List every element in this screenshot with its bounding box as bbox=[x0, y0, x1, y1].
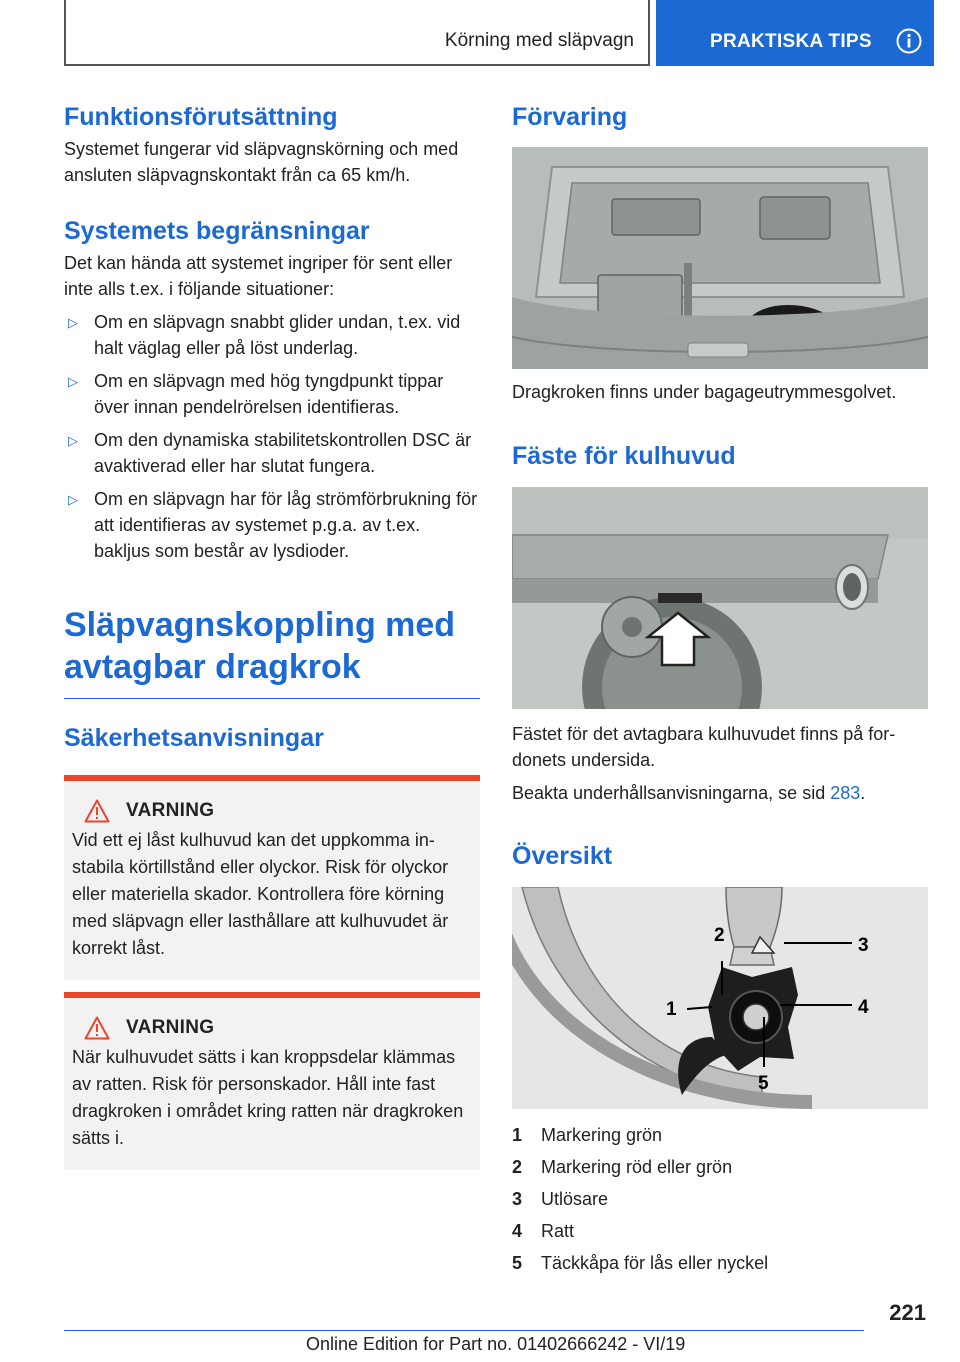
warning-triangle-icon bbox=[84, 1016, 110, 1040]
list-item: ▷ Om en släpvagn har för låg strömförbrukning för att identifieras av systemet p.g.a. av t.ex. bakljus som består av lysdioder. bbox=[68, 489, 478, 561]
tow-hitch-overview-diagram bbox=[512, 887, 928, 1109]
heading-mount: Fäste för kulhuvud bbox=[512, 442, 736, 470]
right-column bbox=[512, 100, 928, 1279]
heading-tow-hitch: Släpvagnskoppling med avtagbar dragkrok bbox=[64, 604, 480, 699]
callout-2: 2 bbox=[714, 925, 725, 946]
underbody-mount-image bbox=[512, 487, 928, 709]
callout-3: 3 bbox=[858, 935, 869, 956]
page-number: 221 bbox=[889, 1300, 926, 1325]
left-column bbox=[64, 100, 480, 1170]
heading-overview: Översikt bbox=[512, 842, 613, 870]
function-requirement-text: Systemet fungerar vid släpvagnskörning och med ansluten släpvagnskontakt från ca 65 km/h. bbox=[64, 139, 459, 185]
system-limits-text: Det kan hända att systemet ingriper för sent eller inte alls t.ex. i följande situationer: bbox=[64, 253, 453, 299]
header-section-title: Körning med släpvagn bbox=[444, 30, 634, 51]
page-link[interactable]: 283 bbox=[830, 783, 861, 803]
warning-title: VARNING bbox=[126, 800, 215, 821]
mount-text: Fästet för det avtagbara kulhuvudet finns på fordonets undersida. bbox=[512, 724, 896, 770]
list-item: ▷ Om en släpvagn med hög tyngdpunkt tippar över innan pendelrörelsen identifieras. bbox=[68, 371, 444, 417]
header-chapter-tab[interactable] bbox=[656, 0, 934, 66]
callout-1: 1 bbox=[666, 999, 677, 1020]
header-section-box bbox=[64, 0, 650, 66]
bullet-triangle-icon: ▷ bbox=[68, 492, 78, 507]
bullet-triangle-icon: ▷ bbox=[68, 374, 78, 389]
warning-text: Vid ett ej låst kulhuvud kan det uppkomma instabila körtillstånd eller olyckor. Risk för olyckor eller materiella skador. Kontrollera före körning med släpvagn eller lasthållare att kulhuvudet är korrekt låst. bbox=[72, 830, 449, 958]
callout-4: 4 bbox=[858, 997, 869, 1018]
maintenance-reference: Beakta underhållsanvisningarna, se sid 283. bbox=[512, 783, 866, 803]
trunk-storage-image bbox=[512, 147, 928, 369]
legend-item: 4 Ratt bbox=[512, 1221, 575, 1241]
limits-list bbox=[64, 309, 480, 564]
info-icon[interactable] bbox=[896, 28, 922, 54]
footer-rule bbox=[64, 1330, 864, 1331]
storage-caption: Dragkroken finns under bagageutrymmesgolvet. bbox=[512, 382, 897, 402]
warning-box bbox=[64, 775, 480, 980]
heading-system-limits: Systemets begränsningar bbox=[64, 217, 370, 245]
header-chapter-title: PRAKTISKA TIPS bbox=[710, 31, 872, 52]
heading-function-requirement: Funktionsförutsättning bbox=[64, 103, 338, 131]
legend-item: 1 Markering grön bbox=[512, 1125, 663, 1145]
legend-item: 2 Markering röd eller grön bbox=[512, 1157, 733, 1177]
overview-legend bbox=[512, 1119, 928, 1279]
heading-storage: Förvaring bbox=[512, 103, 628, 131]
list-item: ▷ Om en släpvagn snabbt glider undan, t.ex. vid halt väglag eller på löst underlag. bbox=[68, 312, 461, 358]
footer-edition: Online Edition for Part no. 01402666242 - VI/19 bbox=[306, 1334, 686, 1354]
warning-triangle-icon bbox=[84, 799, 110, 823]
legend-item: 3 Utlösare bbox=[512, 1189, 609, 1209]
legend-item: 5 Täckkåpa för lås eller nyckel bbox=[512, 1253, 769, 1273]
callout-5: 5 bbox=[758, 1073, 769, 1094]
warning-box bbox=[64, 992, 480, 1170]
warning-title: VARNING bbox=[126, 1017, 215, 1038]
list-item: ▷ Om den dynamiska stabilitetskontrollen DSC är avaktiverad eller har slutat fungera. bbox=[68, 430, 472, 476]
heading-safety-instructions: Säkerhetsanvisningar bbox=[64, 724, 324, 752]
bullet-triangle-icon: ▷ bbox=[68, 433, 78, 448]
warning-text: När kulhuvudet sätts i kan kroppsdelar klämmas av ratten. Risk för personskador. Håll inte fast dragkroken i området kring ratten när dragkroken sätts i. bbox=[72, 1047, 464, 1148]
bullet-triangle-icon: ▷ bbox=[68, 315, 78, 330]
